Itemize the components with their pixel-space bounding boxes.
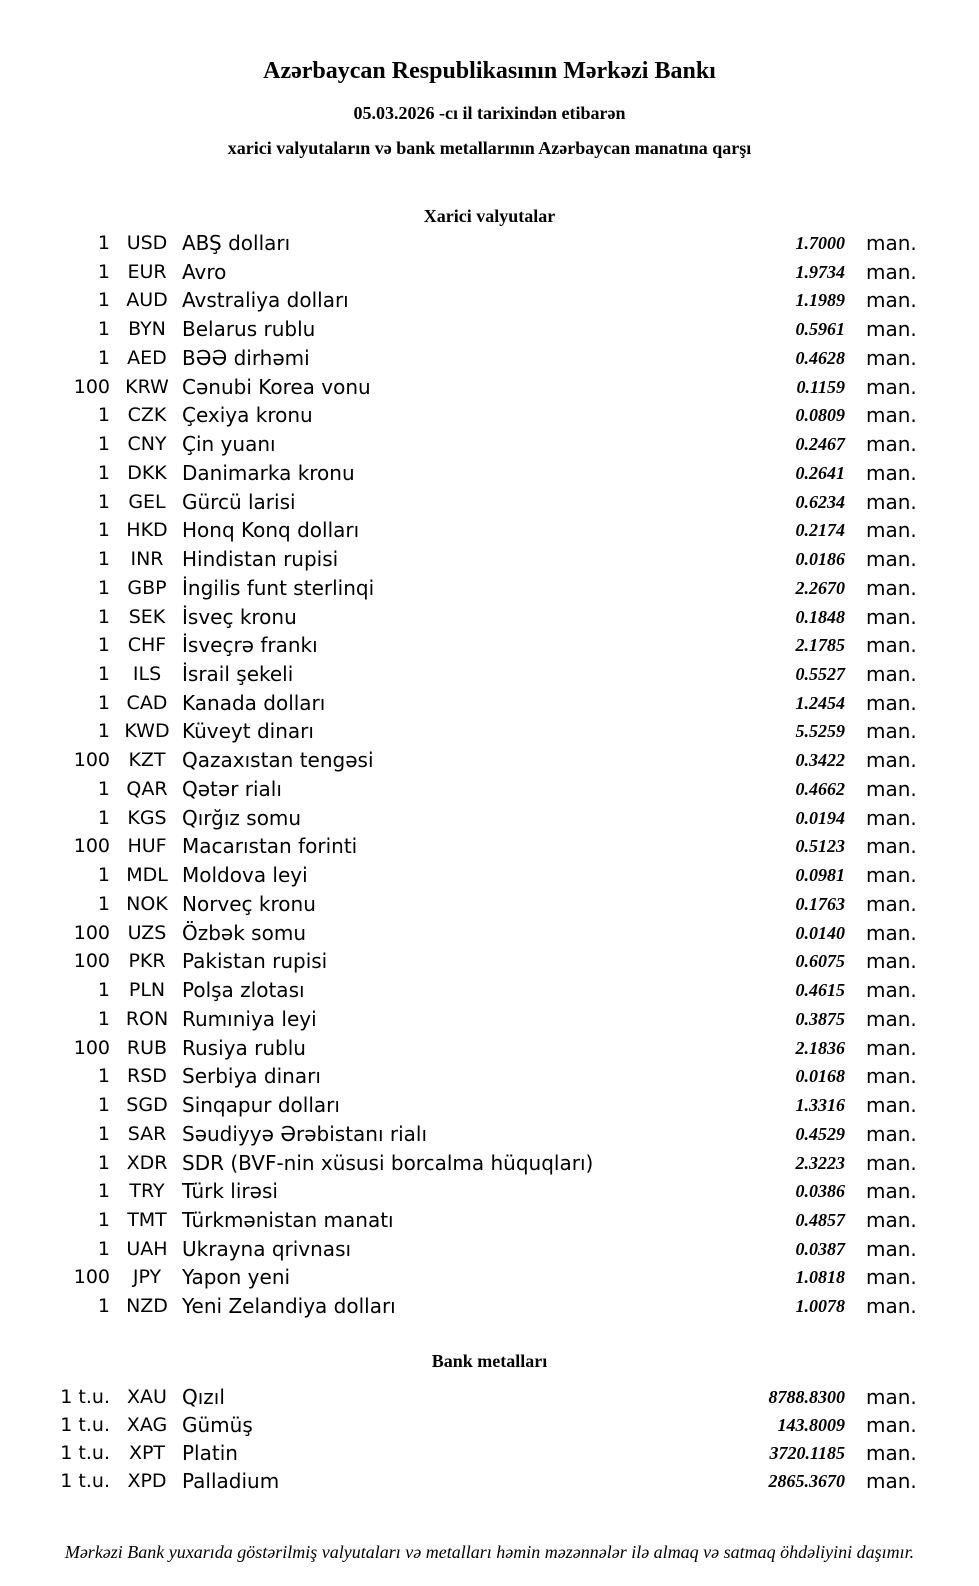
currency-quantity: 1 bbox=[97, 490, 110, 513]
currency-quantity: 1 bbox=[97, 1094, 110, 1117]
currency-code: GBP bbox=[127, 576, 167, 599]
currency-name: Hindistan rupisi bbox=[182, 547, 339, 572]
currency-unit: man. bbox=[866, 949, 917, 974]
currency-unit: man. bbox=[866, 460, 917, 485]
currency-unit: man. bbox=[866, 891, 917, 916]
currency-row bbox=[0, 689, 979, 718]
currency-unit: man. bbox=[866, 662, 917, 687]
currency-rate: 1.1989 bbox=[795, 290, 845, 311]
currency-name: Serbiya dinarı bbox=[182, 1064, 321, 1089]
metals-section-title: Bank metalları bbox=[431, 1350, 548, 1371]
currency-unit: man. bbox=[866, 776, 917, 801]
metal-name: Qızıl bbox=[182, 1384, 225, 1409]
currency-unit: man. bbox=[866, 403, 917, 428]
metal-rate: 143.8009 bbox=[777, 1414, 845, 1435]
currency-row bbox=[0, 516, 979, 545]
currency-unit: man. bbox=[866, 978, 917, 1003]
currency-code: DKK bbox=[127, 461, 167, 484]
currency-unit: man. bbox=[866, 1064, 917, 1089]
currency-rate: 0.0809 bbox=[795, 405, 845, 426]
currency-code: USD bbox=[126, 232, 168, 254]
currency-name: Polşa zlotası bbox=[182, 978, 305, 1003]
currency-code: QAR bbox=[126, 777, 168, 800]
currency-unit: man. bbox=[866, 547, 917, 572]
currency-name: SDR (BVF-nin xüsusi borcalma hüquqları) bbox=[182, 1150, 594, 1175]
currency-unit: man. bbox=[866, 719, 917, 744]
currency-name: Qırğız somu bbox=[182, 805, 302, 830]
currency-name: Səudiyyə Ərəbistanı rialı bbox=[182, 1121, 428, 1146]
metal-code: XPD bbox=[127, 1469, 167, 1492]
currency-name: Avstraliya dolları bbox=[182, 288, 349, 313]
currency-row bbox=[0, 1263, 979, 1292]
currency-unit: man. bbox=[866, 1150, 917, 1175]
currency-unit: man. bbox=[866, 920, 917, 945]
currency-name: Qətər rialı bbox=[182, 776, 282, 801]
currency-unit: man. bbox=[866, 432, 917, 457]
currency-rate: 1.2454 bbox=[795, 692, 845, 713]
currency-quantity: 1 bbox=[97, 1151, 110, 1174]
currency-quantity: 1 bbox=[97, 892, 110, 915]
currency-name: Yeni Zelandiya dolları bbox=[182, 1294, 396, 1319]
currency-code: KWD bbox=[124, 720, 170, 743]
currency-row bbox=[0, 258, 979, 287]
currency-name: Çexiya kronu bbox=[182, 403, 313, 428]
currency-name: Avro bbox=[182, 259, 227, 284]
metal-quantity: 1 t.u. bbox=[60, 1413, 110, 1436]
currency-quantity: 1 bbox=[97, 1180, 110, 1203]
currency-name: Özbək somu bbox=[182, 920, 306, 945]
currency-name: Pakistan rupisi bbox=[182, 949, 328, 974]
currency-code: RUB bbox=[126, 1036, 168, 1059]
currency-rate: 0.0387 bbox=[795, 1238, 845, 1259]
currency-row bbox=[0, 1149, 979, 1178]
currency-code: CZK bbox=[127, 404, 167, 427]
currency-name: Ukrayna qrivnası bbox=[182, 1236, 352, 1261]
currency-rate: 0.6234 bbox=[795, 491, 845, 512]
currency-quantity: 100 bbox=[73, 835, 110, 858]
metal-name: Gümüş bbox=[182, 1412, 253, 1437]
currency-quantity: 1 bbox=[97, 1007, 110, 1030]
currency-quantity: 100 bbox=[73, 375, 110, 398]
subtitle: xarici valyutaların və bank metallarının Azərbaycan manatına qarşı bbox=[227, 138, 752, 158]
currency-name: Gürcü larisi bbox=[182, 489, 296, 514]
currency-code: CNY bbox=[127, 433, 167, 456]
currency-rate: 0.6075 bbox=[795, 951, 845, 972]
currency-row bbox=[0, 1235, 979, 1264]
currencies-table bbox=[0, 229, 979, 1321]
currency-rate: 0.0194 bbox=[795, 807, 845, 828]
currency-unit: man. bbox=[866, 518, 917, 543]
metal-unit: man. bbox=[866, 1384, 917, 1409]
currency-code: UZS bbox=[127, 921, 167, 944]
currency-unit: man. bbox=[866, 604, 917, 629]
currency-quantity: 1 bbox=[97, 433, 110, 456]
currency-code: JPY bbox=[132, 1266, 162, 1289]
currency-row bbox=[0, 545, 979, 574]
currency-unit: man. bbox=[866, 317, 917, 342]
currency-rate: 0.2641 bbox=[795, 462, 845, 483]
currency-name: Moldova leyi bbox=[182, 863, 308, 888]
currency-unit: man. bbox=[866, 374, 917, 399]
currency-row bbox=[0, 1034, 979, 1063]
currency-code: UAH bbox=[126, 1237, 168, 1260]
currency-row bbox=[0, 1091, 979, 1120]
currency-rate: 0.0140 bbox=[795, 922, 845, 943]
currency-code: PKR bbox=[128, 950, 166, 973]
currency-code: SGD bbox=[126, 1094, 168, 1117]
currency-unit: man. bbox=[866, 575, 917, 600]
currency-code: KRW bbox=[125, 375, 169, 398]
currency-name: Qazaxıstan tengəsi bbox=[182, 748, 374, 773]
currency-unit: man. bbox=[866, 259, 917, 284]
currency-unit: man. bbox=[866, 805, 917, 830]
currency-row bbox=[0, 1206, 979, 1235]
currencies-section-title: Xarici valyutalar bbox=[423, 206, 556, 226]
currency-quantity: 1 bbox=[97, 864, 110, 887]
currency-row bbox=[0, 229, 979, 258]
currency-row bbox=[0, 1292, 979, 1321]
metal-name: Platin bbox=[182, 1440, 238, 1465]
currency-rate: 0.5527 bbox=[795, 664, 845, 685]
currency-name: ABŞ dolları bbox=[182, 231, 291, 255]
currency-code: KZT bbox=[128, 749, 166, 772]
currency-code: CHF bbox=[127, 634, 167, 657]
metal-rate: 2865.3670 bbox=[768, 1470, 845, 1491]
page-title: Azərbaycan Respublikasının Mərkəzi Bankı bbox=[263, 58, 716, 84]
currency-name: Kanada dolları bbox=[182, 690, 326, 715]
currency-name: Macarıstan forinti bbox=[182, 834, 358, 859]
currency-rate: 1.7000 bbox=[795, 233, 845, 253]
currency-name: İsrail şekeli bbox=[182, 662, 294, 687]
currency-quantity: 1 bbox=[97, 691, 110, 714]
currency-quantity: 1 bbox=[97, 1122, 110, 1145]
currency-code: CAD bbox=[126, 691, 168, 714]
currency-name: Rusiya rublu bbox=[182, 1035, 306, 1060]
currency-quantity: 1 bbox=[97, 634, 110, 657]
currency-row bbox=[0, 660, 979, 689]
currency-name: İsveç kronu bbox=[182, 604, 297, 629]
currency-quantity: 1 bbox=[97, 979, 110, 1002]
currency-quantity: 100 bbox=[73, 921, 110, 944]
currency-name: Küveyt dinarı bbox=[182, 719, 314, 744]
currency-rate: 0.1763 bbox=[795, 893, 845, 914]
currency-quantity: 1 bbox=[97, 806, 110, 829]
currency-code: SEK bbox=[128, 605, 166, 628]
currency-quantity: 1 bbox=[97, 232, 110, 254]
metal-quantity: 1 t.u. bbox=[60, 1385, 110, 1408]
currency-rate: 2.2670 bbox=[795, 577, 845, 598]
currency-rate: 0.0981 bbox=[795, 865, 845, 886]
currency-quantity: 1 bbox=[97, 404, 110, 427]
currency-unit: man. bbox=[866, 489, 917, 514]
currency-rate: 1.9734 bbox=[795, 261, 845, 282]
currency-row bbox=[0, 746, 979, 775]
currency-code: KGS bbox=[127, 806, 167, 829]
metals-table bbox=[0, 1383, 979, 1495]
currency-row bbox=[0, 775, 979, 804]
metal-row bbox=[0, 1439, 979, 1467]
currency-name: Sinqapur dolları bbox=[182, 1093, 340, 1118]
currency-unit: man. bbox=[866, 1121, 917, 1146]
currency-row bbox=[0, 430, 979, 459]
currency-unit: man. bbox=[866, 1035, 917, 1060]
currency-row bbox=[0, 1005, 979, 1034]
currency-rate: 0.1159 bbox=[796, 376, 845, 397]
currency-code: RSD bbox=[127, 1065, 167, 1088]
currency-rate: 2.3223 bbox=[795, 1152, 845, 1173]
currency-rate: 0.1848 bbox=[795, 606, 845, 627]
currency-rate: 0.5961 bbox=[795, 319, 845, 340]
currency-name: İsveçrə frankı bbox=[182, 633, 318, 658]
currency-rate: 2.1785 bbox=[795, 635, 845, 656]
currency-code: EUR bbox=[127, 260, 167, 283]
currency-quantity: 1 bbox=[97, 548, 110, 571]
currency-name: Türkmənistan manatı bbox=[182, 1207, 394, 1232]
currency-unit: man. bbox=[866, 1294, 917, 1319]
currency-code: TRY bbox=[129, 1180, 165, 1203]
currency-row bbox=[0, 976, 979, 1005]
currency-code: BYN bbox=[128, 318, 166, 341]
metal-unit: man. bbox=[866, 1468, 917, 1493]
currency-row bbox=[0, 1177, 979, 1206]
currency-name: Yapon yeni bbox=[182, 1265, 291, 1290]
currency-rate: 0.4628 bbox=[795, 347, 845, 368]
currency-unit: man. bbox=[866, 345, 917, 370]
currency-code: NOK bbox=[126, 892, 168, 915]
metal-rate: 3720.1185 bbox=[769, 1442, 845, 1463]
currency-unit: man. bbox=[866, 1179, 917, 1204]
currency-quantity: 1 bbox=[97, 663, 110, 686]
currency-rate: 0.3422 bbox=[795, 750, 845, 771]
currency-code: AED bbox=[127, 346, 167, 369]
currency-code: HKD bbox=[126, 519, 168, 542]
currency-quantity: 100 bbox=[73, 1266, 110, 1289]
currency-row bbox=[0, 832, 979, 861]
currency-row bbox=[0, 890, 979, 919]
currency-code: XDR bbox=[126, 1151, 168, 1174]
currency-rate: 0.3875 bbox=[795, 1008, 845, 1029]
currency-name: İngilis funt sterlinqi bbox=[182, 575, 375, 600]
metal-code: XAG bbox=[126, 1413, 168, 1436]
currency-rate: 1.0078 bbox=[795, 1296, 845, 1317]
currency-code: HUF bbox=[127, 835, 167, 858]
currency-rate: 5.5259 bbox=[795, 721, 845, 742]
metal-name: Palladium bbox=[182, 1468, 280, 1493]
currency-rate: 0.0168 bbox=[795, 1066, 845, 1087]
currency-quantity: 1 bbox=[97, 777, 110, 800]
currency-quantity: 1 bbox=[97, 346, 110, 369]
currency-row bbox=[0, 717, 979, 746]
metal-rate: 8788.8300 bbox=[768, 1386, 845, 1407]
currency-rate: 0.4615 bbox=[795, 980, 845, 1001]
effective-date: 05.03.2026 -cı il tarixindən etibarən bbox=[353, 103, 626, 123]
currency-name: BƏƏ dirhəmi bbox=[182, 345, 310, 370]
currency-quantity: 1 bbox=[97, 1237, 110, 1260]
metal-code: XPT bbox=[128, 1441, 166, 1464]
currency-rate: 2.1836 bbox=[795, 1037, 845, 1058]
currency-code: GEL bbox=[128, 490, 166, 513]
currency-row bbox=[0, 286, 979, 315]
currency-quantity: 1 bbox=[97, 605, 110, 628]
currency-unit: man. bbox=[866, 1207, 917, 1232]
currency-row bbox=[0, 947, 979, 976]
metal-quantity: 1 t.u. bbox=[60, 1441, 110, 1464]
currency-rate: 0.0386 bbox=[795, 1181, 845, 1202]
currency-row bbox=[0, 861, 979, 890]
currency-unit: man. bbox=[866, 748, 917, 773]
currency-row bbox=[0, 631, 979, 660]
currency-quantity: 1 bbox=[97, 318, 110, 341]
currency-name: Çin yuanı bbox=[182, 432, 276, 457]
currency-unit: man. bbox=[866, 1006, 917, 1031]
currency-rate: 0.4529 bbox=[795, 1123, 845, 1144]
currency-name: Honq Konq dolları bbox=[182, 518, 360, 543]
currency-rate: 0.5123 bbox=[795, 836, 845, 857]
currency-rate: 1.3316 bbox=[795, 1095, 845, 1116]
currency-quantity: 1 bbox=[97, 576, 110, 599]
metal-row bbox=[0, 1411, 979, 1439]
currency-quantity: 1 bbox=[97, 1208, 110, 1231]
currency-quantity: 100 bbox=[73, 1036, 110, 1059]
currency-rate: 1.0818 bbox=[795, 1267, 845, 1288]
disclaimer: Mərkəzi Bank yuxarıda göstərilmiş valyutaları və metalları həmin məzənnələr ilə almaq və satmaq öhdəliyini daşımır. bbox=[64, 1541, 915, 1562]
currency-code: RON bbox=[125, 1007, 169, 1030]
currency-code: ILS bbox=[132, 663, 162, 686]
metal-row bbox=[0, 1383, 979, 1411]
currency-code: INR bbox=[130, 548, 164, 571]
metal-code: XAU bbox=[127, 1385, 167, 1408]
currency-rate: 0.4857 bbox=[795, 1209, 845, 1230]
currency-quantity: 1 bbox=[97, 260, 110, 283]
currency-name: Cənubi Korea vonu bbox=[182, 374, 371, 399]
currency-name: Danimarka kronu bbox=[182, 460, 355, 485]
currency-name: Türk lirəsi bbox=[182, 1179, 278, 1204]
currency-row bbox=[0, 1062, 979, 1091]
currency-unit: man. bbox=[866, 288, 917, 313]
currency-unit: man. bbox=[866, 1236, 917, 1261]
currency-quantity: 1 bbox=[97, 461, 110, 484]
currency-unit: man. bbox=[866, 1265, 917, 1290]
metal-unit: man. bbox=[866, 1440, 917, 1465]
currency-unit: man. bbox=[866, 231, 917, 255]
currency-row bbox=[0, 603, 979, 632]
currency-unit: man. bbox=[866, 1093, 917, 1118]
currency-rate: 0.2174 bbox=[795, 520, 845, 541]
currency-unit: man. bbox=[866, 863, 917, 888]
currency-rate: 0.0186 bbox=[795, 549, 845, 570]
currency-quantity: 1 bbox=[97, 1065, 110, 1088]
currency-name: Belarus rublu bbox=[182, 317, 316, 342]
currency-code: TMT bbox=[127, 1208, 167, 1231]
currency-row bbox=[0, 401, 979, 430]
currency-code: MDL bbox=[126, 864, 168, 887]
currency-quantity: 1 bbox=[97, 1295, 110, 1318]
currency-code: AUD bbox=[126, 289, 168, 312]
currency-unit: man. bbox=[866, 834, 917, 859]
metal-quantity: 1 t.u. bbox=[60, 1469, 110, 1492]
currency-row bbox=[0, 488, 979, 517]
currency-code: PLN bbox=[128, 979, 166, 1002]
currency-quantity: 100 bbox=[73, 950, 110, 973]
currency-code: SAR bbox=[127, 1122, 167, 1145]
metal-unit: man. bbox=[866, 1412, 917, 1437]
currency-quantity: 1 bbox=[97, 289, 110, 312]
currency-row bbox=[0, 919, 979, 948]
currency-quantity: 1 bbox=[97, 720, 110, 743]
currency-quantity: 100 bbox=[73, 749, 110, 772]
currency-unit: man. bbox=[866, 633, 917, 658]
currency-quantity: 1 bbox=[97, 519, 110, 542]
currency-row bbox=[0, 344, 979, 373]
currency-row bbox=[0, 315, 979, 344]
currency-rate: 0.2467 bbox=[795, 434, 845, 455]
currency-unit: man. bbox=[866, 690, 917, 715]
currency-code: NZD bbox=[126, 1295, 168, 1318]
currency-row bbox=[0, 804, 979, 833]
currency-row bbox=[0, 373, 979, 402]
currency-row bbox=[0, 1120, 979, 1149]
currency-rate: 0.4662 bbox=[795, 778, 845, 799]
metal-row bbox=[0, 1467, 979, 1495]
currency-name: Norveç kronu bbox=[182, 891, 316, 916]
currency-name: Rumıniya leyi bbox=[182, 1006, 317, 1031]
currency-row bbox=[0, 459, 979, 488]
currency-row bbox=[0, 574, 979, 603]
